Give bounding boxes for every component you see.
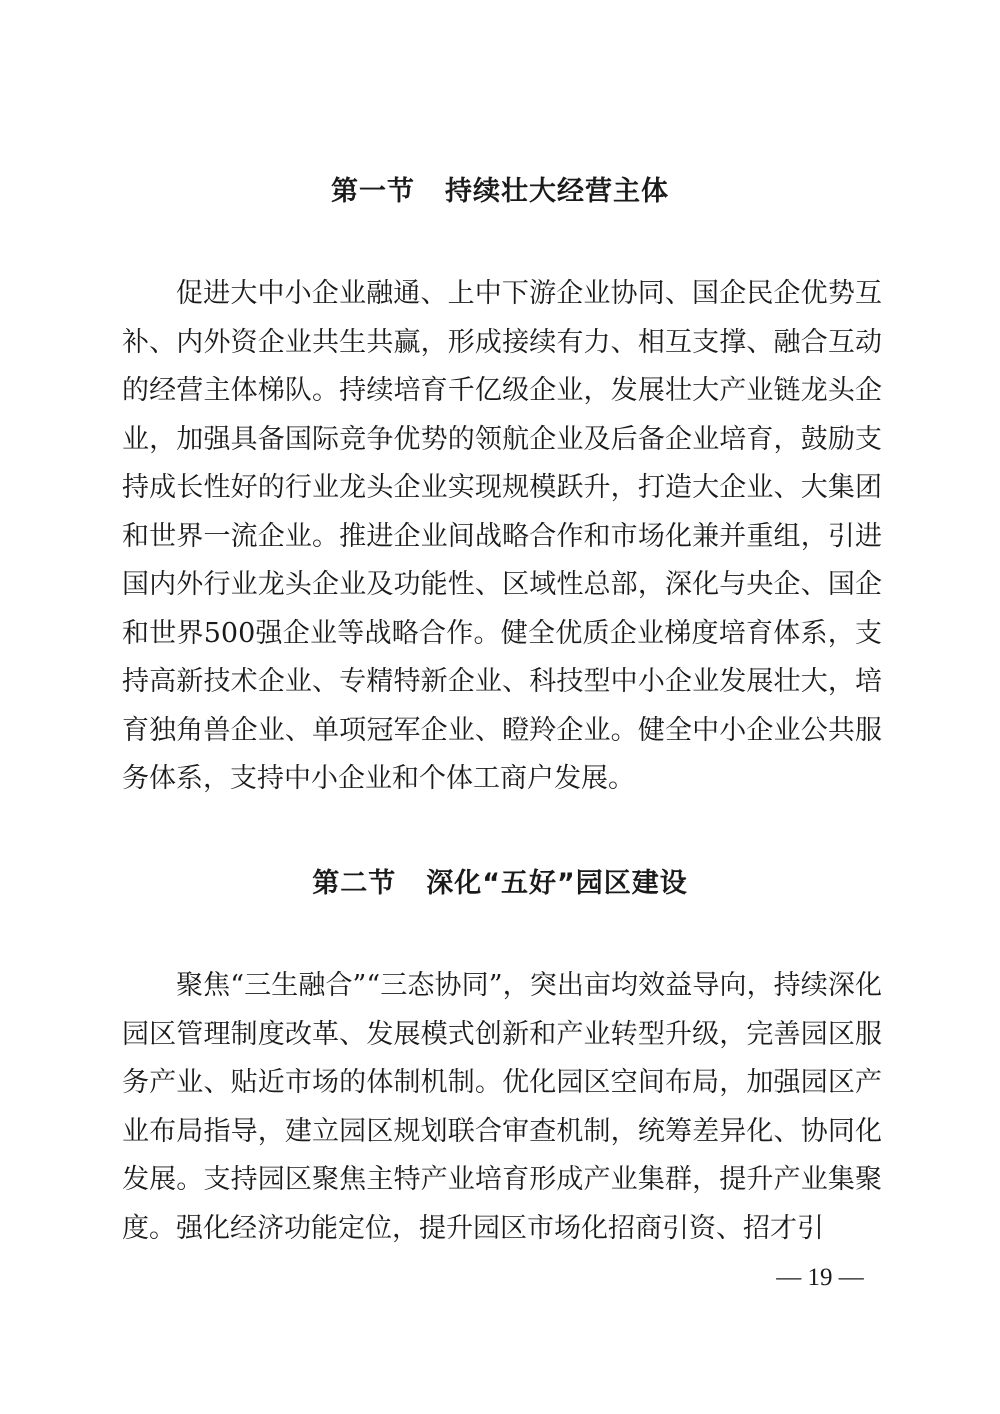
section-paragraph-1: 促进大中小企业融通、上中下游企业协同、国企民企优势互补、内外资企业共生共赢，形成接续有力、相互支撑、融合互动的经营主体梯队。持续培育千亿级企业，发展壮大产业链龙头企业，加强具备国际竞争优势的领航企业及后备企业培育，鼓励支持成长性好的行业龙头企业实现规模跃升，打造大企业、大集团和世界一流企业。推进企业间战略合作和市场化兼并重组，引进国内外行业龙头企业及功能性、区域性总部，深化与央企、国企和世界500强企业等战略合作。健全优质企业梯度培育体系，支持高新技术企业、专精特新企业、科技型中小企业发展壮大，培育独角兽企业、单项冠军企业、瞪羚企业。健全中小企业公共服务体系，支持中小企业和个体工商户发展。: [122, 278, 882, 794]
page-number: — 19 —: [776, 1264, 864, 1291]
section-number-1: 第一节: [331, 176, 415, 207]
section-title-1: 持续壮大经营主体: [445, 176, 669, 207]
section-title-2: 深化“五好”园区建设: [426, 868, 688, 899]
section-paragraph-2: 聚焦“三生融合”“三态协同”，突出亩均效益导向，持续深化园区管理制度改革、发展模式创新和产业转型升级，完善园区服务产业、贴近市场的体制机制。优化园区空间布局，加强园区产业布局指导，建立园区规划联合审查机制，统筹差异化、协同化发展。支持园区聚焦主特产业培育形成产业集群，提升产业集聚度。强化经济功能定位，提升园区市场化招商引资、招才引: [122, 970, 882, 1244]
section-heading-1: [0, 172, 1000, 212]
section-heading-2: [0, 864, 1000, 904]
section-number-2: 第二节: [312, 868, 397, 899]
